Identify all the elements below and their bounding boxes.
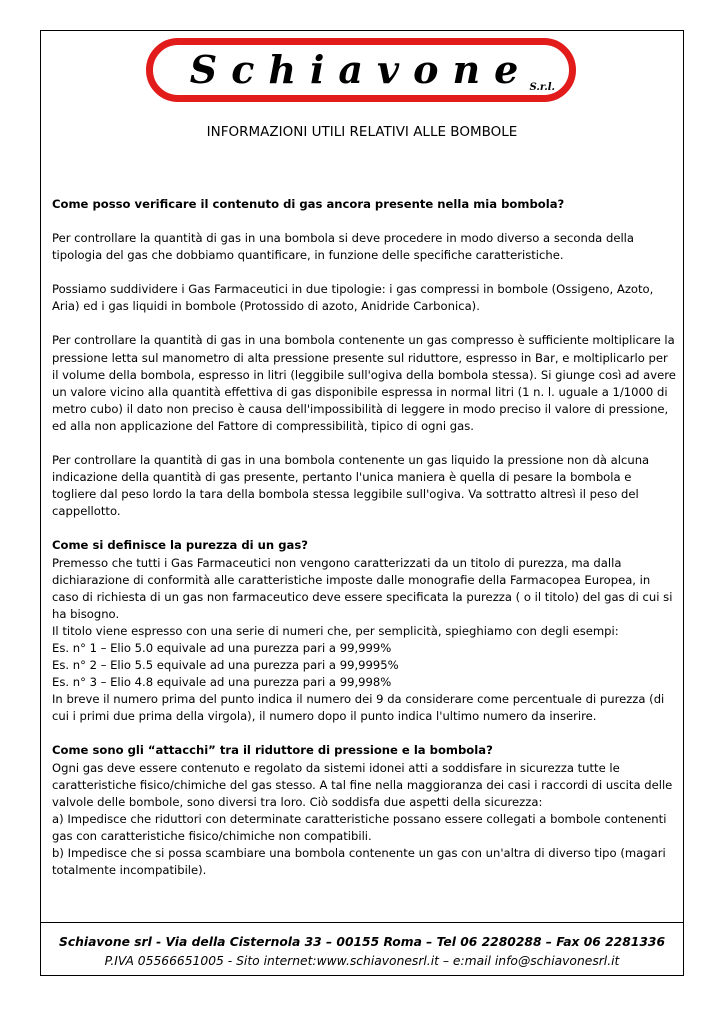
- example-line: Es. n° 2 – Elio 5.5 equivale ad una purezza pari a 99,9995%: [52, 658, 399, 673]
- document-body: [52, 196, 676, 879]
- paragraph: Per controllare la quantità di gas in una bombola contenente un gas liquido la pressione non dà alcuna indicazione della quantità di gas presente, pertanto l'unica maniera è quella di pesare la bombola e togliere dal peso lordo la tara della bombola stessa leggibile sull'ogiva. Va sottratto altresì il peso del cappellotto.: [52, 453, 650, 519]
- question-attachments: Come sono gli “attacchi” tra il riduttore di pressione e la bombola?: [52, 743, 493, 758]
- footer-divider: [40, 922, 684, 923]
- paragraph: Per controllare la quantità di gas in una bombola contenente un gas compresso è sufficiente moltiplicare la pressione letta sul manometro di alta pressione presente sul riduttore, espresso in Bar, e moltiplicarlo per il volume della bombola, espresso in litri (leggibile sull'ogiva della bombola stessa). Si giunge così ad avere un valore vicino alla quantità effettiva di gas disponibile espressa in normal litri (1 n. l. uguale a 1/1000 di metro cubo) il dato non preciso è causa dell'impossibilità di leggere in modo preciso il valore di pressione, ed alla non applicazione del Fattore di compressibilità, tipico di ogni gas.: [52, 333, 676, 433]
- paragraph: a) Impedisce che riduttori con determinate caratteristiche possano essere collegati a bombole contenenti gas con caratteristiche fisico/chimiche non compatibili.: [52, 811, 667, 843]
- paragraph: b) Impedisce che si possa scambiare una bombola contenente un gas con un'altra di diverso tipo (magari totalmente incompatibile).: [52, 846, 666, 878]
- footer-contacts: P.IVA 05566651005 - Sito internet:www.schiavonesrl.it – e:mail info@schiavonesrl.it: [104, 954, 620, 968]
- paragraph: Possiamo suddividere i Gas Farmaceutici in due tipologie: i gas compressi in bombole (Ossigeno, Azoto, Aria) ed i gas liquidi in bombole (Protossido di azoto, Anidride Carbonica).: [52, 282, 654, 314]
- footer-address: Schiavone srl - Via della Cisternola 33 – 00155 Roma – Tel 06 2280288 – Fax 06 2281336: [58, 935, 666, 949]
- page-title: INFORMAZIONI UTILI RELATIVI ALLE BOMBOLE: [206, 124, 518, 140]
- logo-name: Schiavone: [189, 47, 533, 92]
- example-line: Es. n° 3 – Elio 4.8 equivale ad una purezza pari a 99,998%: [52, 675, 392, 690]
- example-line: Es. n° 1 – Elio 5.0 equivale ad una purezza pari a 99,999%: [52, 640, 392, 655]
- logo-suffix: S.r.l.: [529, 82, 555, 93]
- paragraph: Il titolo viene espresso con una serie di numeri che, per semplicità, spieghiamo con degli esempi:: [52, 623, 619, 638]
- paragraph: Ogni gas deve essere contenuto e regolato da sistemi idonei atti a soddisfare in sicurezza tutte le caratteristiche fisico/chimiche del gas stesso. A tal fine nella maggioranza dei casi i raccordi di uscita delle valvole delle bombole, sono diversi tra loro. Ciò soddisfa due aspetti della sicurezza:: [52, 760, 673, 809]
- question-gas-purity: Come si definisce la purezza di un gas?: [52, 538, 308, 553]
- question-gas-content: Come posso verificare il contenuto di gas ancora presente nella mia bombola?: [52, 197, 565, 211]
- company-logo: [146, 38, 576, 102]
- paragraph: Per controllare la quantità di gas in una bombola si deve procedere in modo diverso a seconda della tipologia del gas che dobbiamo quantificare, in funzione delle specifiche caratteristiche.: [52, 231, 635, 263]
- paragraph: Premesso che tutti i Gas Farmaceutici non vengono caratterizzati da un titolo di purezza, ma dalla dichiarazione di conformità alle caratteristiche imposte dalle monografie della Farmacopea Europea, in caso di richiesta di un gas non farmaceutico deve essere specificata la purezza ( o il titolo) del gas di cui si ha bisogno.: [52, 555, 673, 621]
- paragraph: In breve il numero prima del punto indica il numero dei 9 da considerare come percentuale di purezza (di cui i primi due prima della virgola), il numero dopo il punto indica l'ultimo numero da inserire.: [52, 692, 665, 724]
